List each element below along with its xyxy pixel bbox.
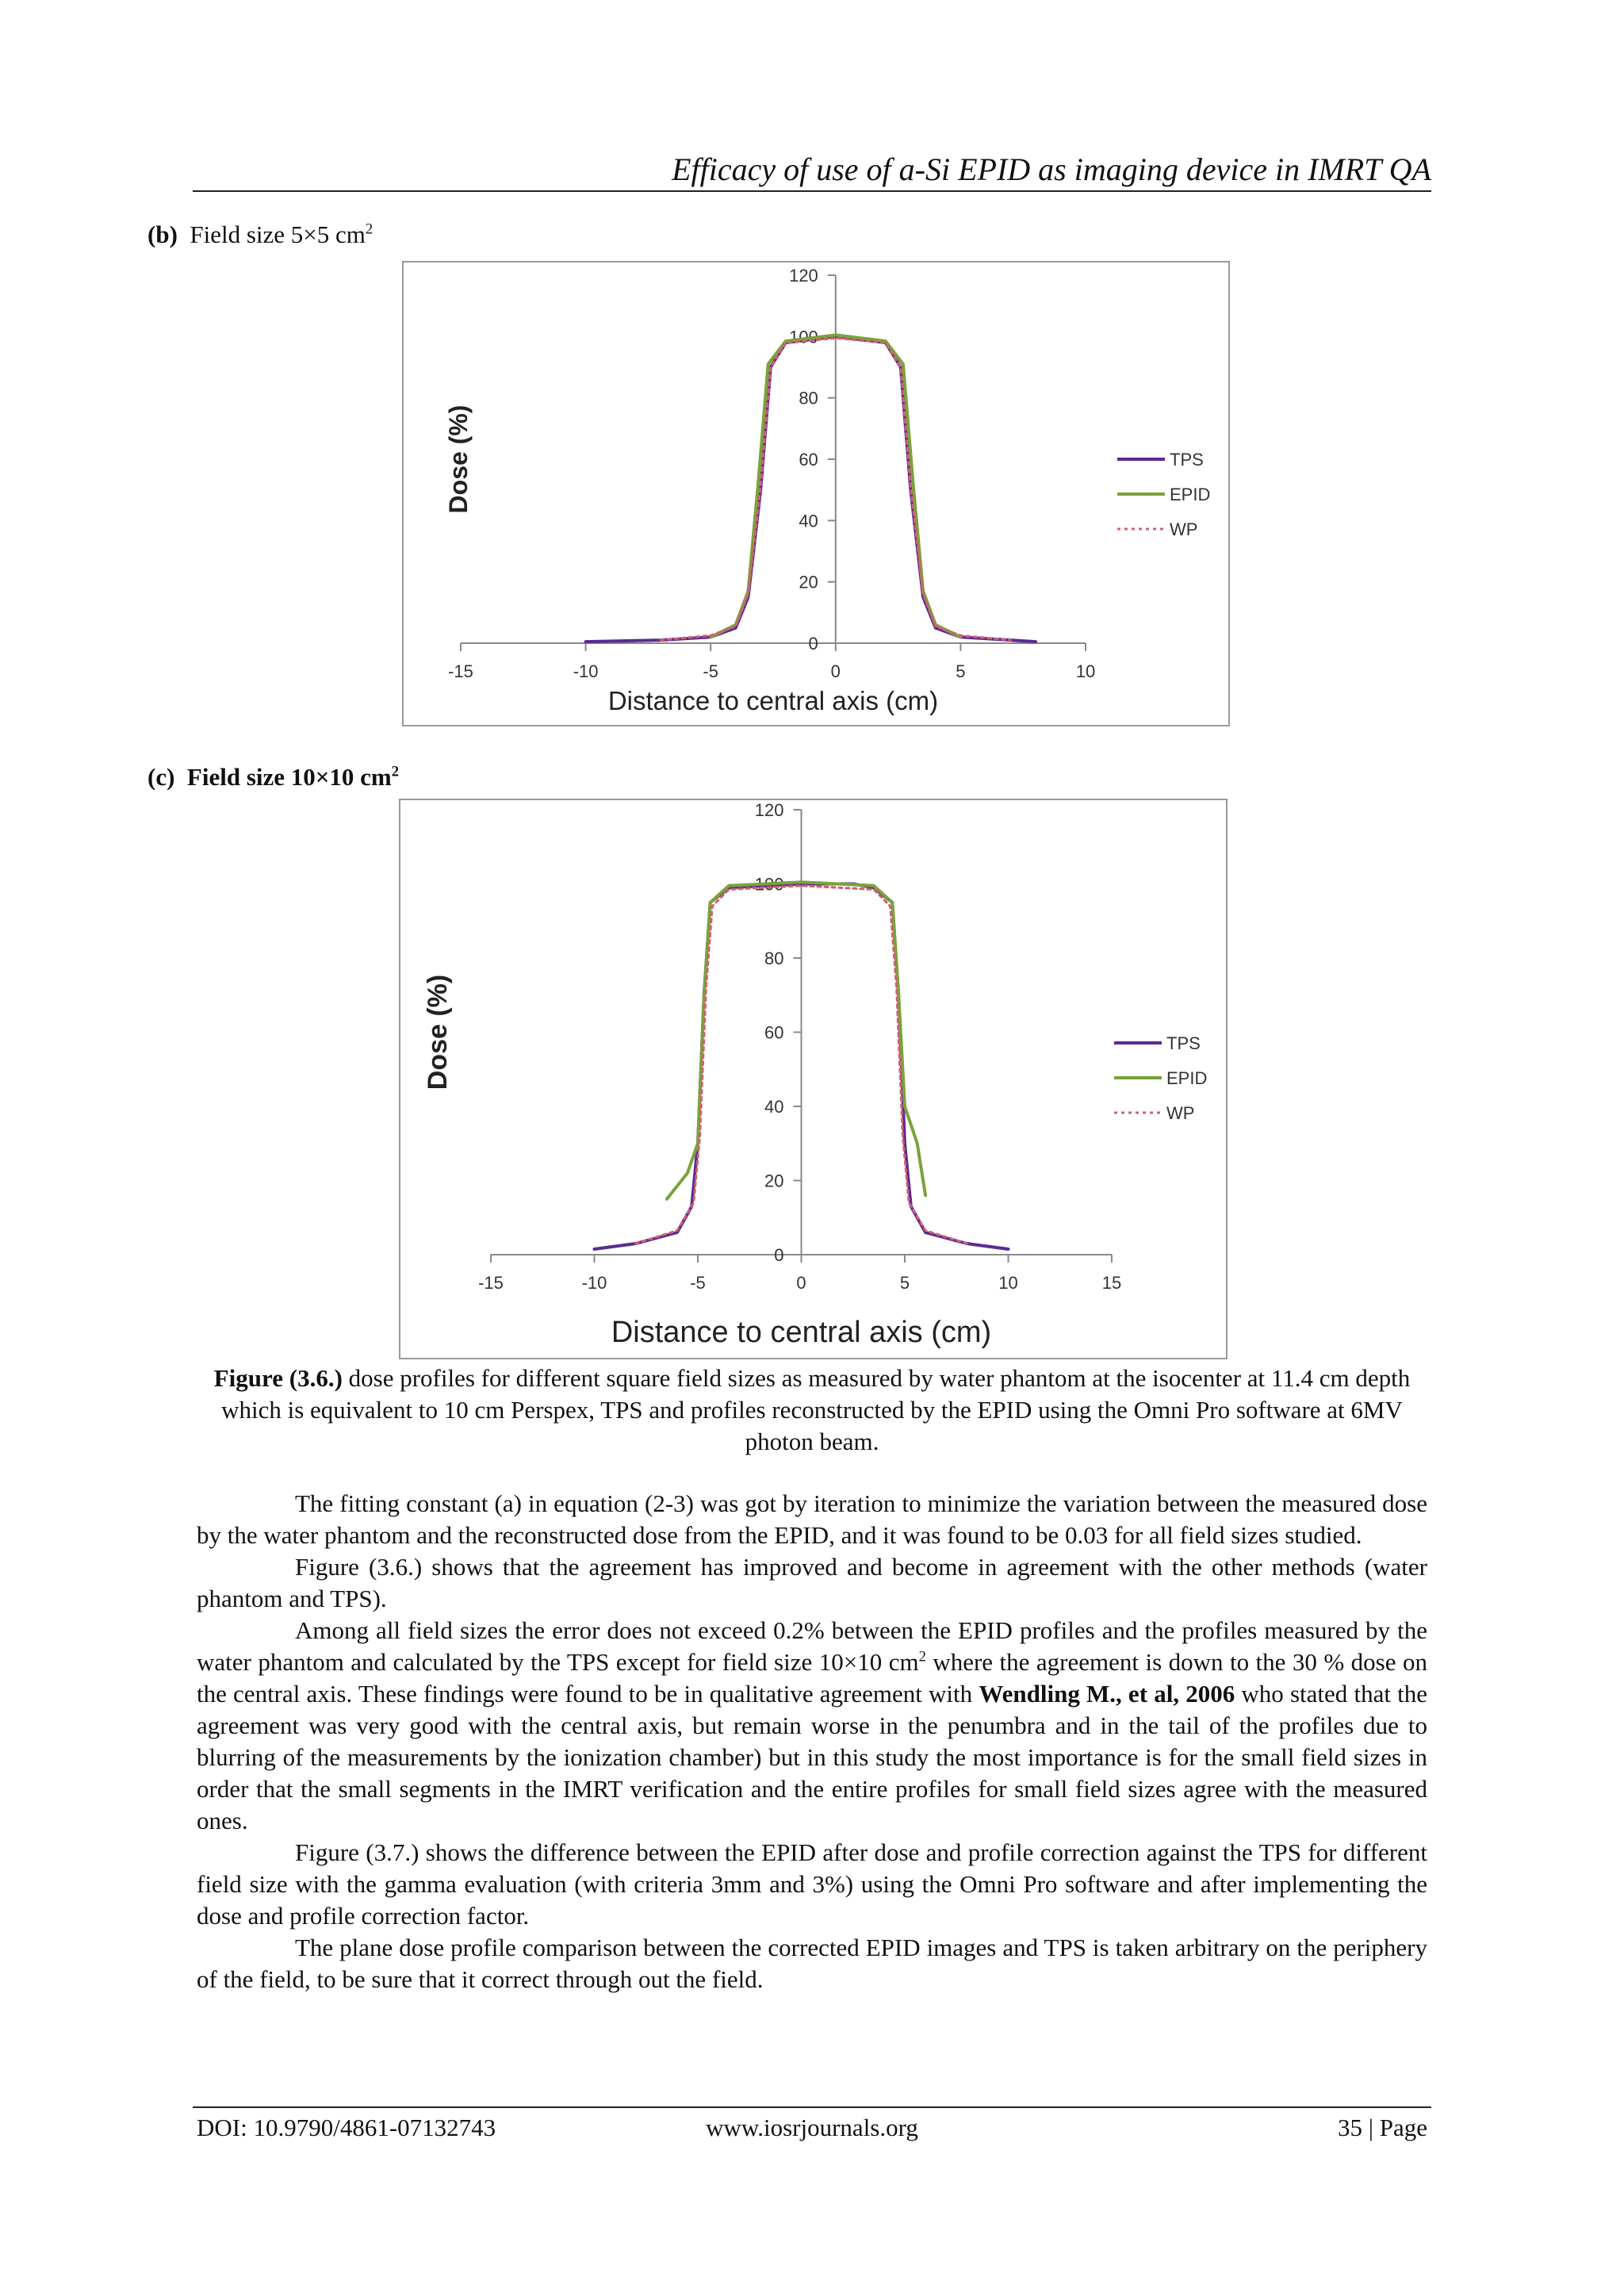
chart-b-x-tick-label: 0	[830, 661, 841, 681]
chart-b-y-tick-label: 100	[789, 327, 818, 347]
chart-c	[400, 800, 1226, 1358]
chart-b-y-tick-label: 80	[799, 388, 818, 408]
chart-b-legend-wp-label: WP	[1170, 519, 1198, 539]
figure-c-letter: (c)	[147, 763, 175, 791]
figure-caption	[195, 1363, 1429, 1458]
chart-c-x-axis-label: Distance to central axis (cm)	[611, 1316, 992, 1349]
chart-b-y-tick-label: 120	[789, 266, 818, 286]
figure-b-title-sup: 2	[365, 220, 373, 238]
paragraph-3-part-a: Among all field sizes the error does not exceed 0.2% between the EPID profiles and the profiles measured by the water phantom and calculated by the TPS except for field size 10×10 cm	[197, 1616, 1427, 1676]
chart-b-x-tick-label: 5	[956, 661, 966, 681]
chart-c-y-tick-label: 100	[754, 874, 784, 895]
chart-c-legend-tps-label: TPS	[1166, 1033, 1201, 1053]
chart-b-series-tps-line	[586, 336, 1036, 642]
paragraph-3-part-c: who stated that the agreement was very good with the central axis, but remain worse in the penumbra and in the tail of the profiles due to blurring of the measurements by the ionization chamber) but in this study the most importance is for the small field sizes in order that the small segments in the IMRT verification and the entire profiles for small field sizes agree with the measured ones.	[197, 1680, 1427, 1834]
running-header: Efficacy of use of a-Si EPID as imaging device in IMRT QA	[672, 151, 1431, 187]
paragraph-2: Figure (3.6.) shows that the agreement has improved and become in agreement with the other methods (water phantom and TPS).	[197, 1553, 1427, 1612]
chart-b-legend-epid-label: EPID	[1170, 485, 1211, 504]
chart-b-y-tick-label: 20	[799, 572, 818, 592]
chart-c-x-tick-label: 5	[899, 1273, 910, 1293]
chart-c-y-tick-label: 60	[764, 1022, 784, 1043]
chart-c-x-tick-label: -10	[581, 1273, 607, 1293]
paragraph-3-part-b: where the agreement is down to the 30 % dose on the central axis. These findings were found to be in qualitative agreement with	[197, 1648, 1427, 1708]
chart-c-legend-wp-label: WP	[1166, 1103, 1195, 1123]
caption-text: dose profiles for different square field sizes as measured by water phantom at the isocenter at 11.4 cm depth which is equivalent to 10 cm Perspex, TPS and profiles reconstructed by the EPID using the Omni Pro software at 6MV photon beam.	[221, 1364, 1411, 1455]
chart-c-y-tick-label: 120	[754, 800, 784, 820]
chart-b-y-axis-label: Dose (%)	[444, 404, 473, 514]
chart-b	[404, 263, 1228, 725]
chart-c-x-tick-label: 0	[796, 1273, 806, 1293]
figure-b-title: Field size 5×5 cm	[190, 220, 366, 248]
chart-c-y-tick-label: 20	[764, 1171, 784, 1191]
figure-c-title-sup: 2	[391, 763, 400, 780]
paragraph-1: The fitting constant (a) in equation (2-3) was got by iteration to minimize the variation between the measured dose by the water phantom and the reconstructed dose from the EPID, and it was found to be 0.03 for all field sizes studied.	[197, 1489, 1427, 1549]
paragraph-4: Figure (3.7.) shows the difference between the EPID after dose and profile correction against the TPS for different field size with the gamma evaluation (with criteria 3mm and 3%) using the Omni Pro software and after implementing the dose and profile correction factor.	[197, 1838, 1427, 1930]
caption-figure-number: Figure (3.6.)	[213, 1364, 343, 1392]
chart-b-x-tick-label: 10	[1075, 661, 1096, 681]
chart-c-x-tick-label: -5	[690, 1273, 706, 1293]
chart-b-x-tick-label: -5	[703, 661, 718, 681]
chart-b-x-tick-label: -10	[573, 661, 599, 681]
chart-c-x-tick-label: 10	[998, 1273, 1018, 1293]
figure-b-letter: (b)	[147, 220, 178, 248]
header-rule	[193, 190, 1431, 192]
chart-c-frame	[399, 799, 1228, 1359]
figure-c-label	[147, 763, 399, 792]
footer-rule	[193, 2106, 1431, 2108]
paragraph-3-sup: 2	[918, 1648, 926, 1665]
chart-c-series-epid-line	[667, 882, 925, 1199]
chart-c-x-tick-label: 15	[1101, 1273, 1122, 1293]
chart-b-y-tick-label: 0	[808, 634, 818, 654]
chart-b-x-tick-label: -15	[448, 661, 473, 681]
chart-c-y-tick-label: 80	[764, 949, 784, 968]
footer-doi: DOI: 10.9790/4861-07132743	[197, 2114, 496, 2141]
chart-c-legend-epid-label: EPID	[1166, 1068, 1208, 1088]
chart-b-frame	[402, 261, 1230, 726]
chart-c-y-axis-label: Dose (%)	[423, 974, 453, 1091]
footer-page-number: 35 | Page	[1338, 2114, 1427, 2141]
footer-website: www.iosrjournals.org	[706, 2114, 918, 2141]
chart-b-y-tick-label: 60	[799, 450, 818, 470]
figure-c-title: Field size 10×10 cm	[186, 763, 392, 791]
chart-b-x-axis-label: Distance to central axis (cm)	[607, 686, 939, 715]
paragraph-3-reference: Wendling M., et al, 2006	[979, 1680, 1235, 1708]
chart-b-y-tick-label: 40	[799, 511, 818, 531]
chart-c-y-tick-label: 40	[764, 1097, 784, 1117]
paragraph-5: The plane dose profile comparison between the corrected EPID images and TPS is taken arbitrary on the periphery of the field, to be sure that it correct through out the field.	[197, 1934, 1427, 1993]
paragraph-3	[197, 1615, 1427, 1837]
chart-c-y-tick-label: 0	[774, 1245, 784, 1265]
body-text	[197, 1488, 1427, 1995]
chart-c-x-tick-label: -15	[478, 1273, 504, 1293]
figure-b-label	[147, 220, 373, 249]
chart-b-legend-tps-label: TPS	[1170, 450, 1204, 470]
